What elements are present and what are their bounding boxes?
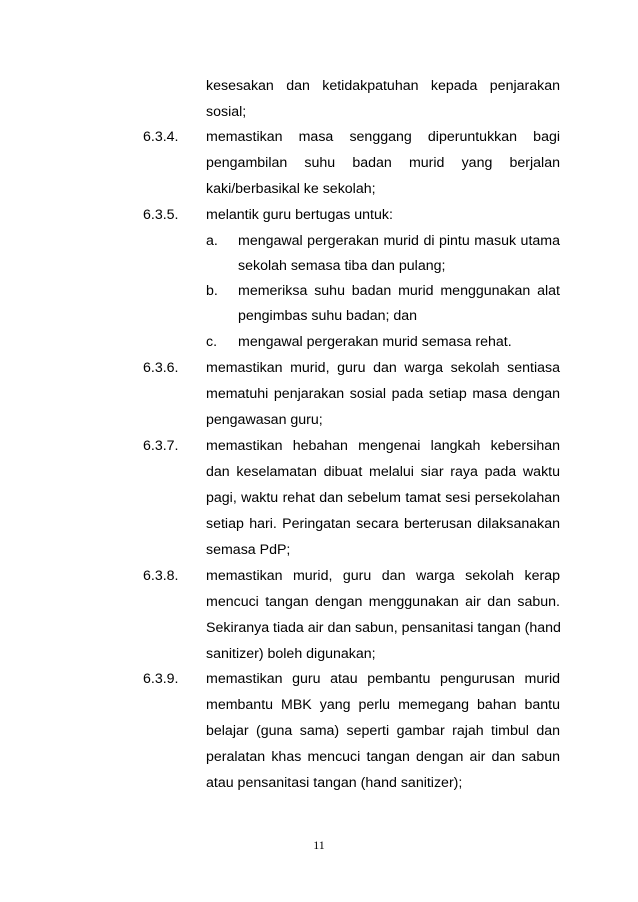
- subitem-letter: b.: [206, 283, 218, 299]
- subitem-letter: c.: [206, 334, 218, 350]
- item-text-line: melantik guru bertugas untuk:: [206, 207, 393, 223]
- subitem-text-line: memeriksa suhu badan murid menggunakan alat: [238, 283, 560, 299]
- item-number: 6.3.8.: [143, 568, 179, 584]
- subitem-letter: a.: [206, 233, 218, 249]
- continuation-line: sosial;: [206, 104, 247, 120]
- item-text-line: memastikan murid, guru dan warga sekolah kerap: [206, 568, 560, 584]
- item-text-line: memastikan masa senggang diperuntukkan bagi: [206, 129, 560, 145]
- item-number: 6.3.9.: [143, 671, 179, 687]
- item-text-line: memastikan guru atau pembantu pengurusan murid: [206, 671, 560, 687]
- item-text-line: Sekiranya tiada air dan sabun, pensanitasi tangan (hand: [206, 620, 561, 636]
- item-text-line: membantu MBK yang perlu memegang bahan bantu: [206, 697, 560, 713]
- continuation-line: kesesakan dan ketidakpatuhan kepada penjarakan: [206, 78, 560, 94]
- item-text-line: kaki/berbasikal ke sekolah;: [206, 181, 376, 197]
- item-number: 6.3.4.: [143, 129, 179, 145]
- item-text-line: pengambilan suhu badan murid yang berjalan: [206, 155, 560, 171]
- item-text-line: mencuci tangan dengan menggunakan air dan sabun.: [206, 594, 560, 610]
- subitem-text-line: mengawal pergerakan murid semasa rehat.: [238, 334, 512, 350]
- item-text-line: sanitizer) boleh digunakan;: [206, 646, 376, 662]
- item-text-line: dan keselamatan dibuat melalui siar raya pada waktu: [206, 464, 560, 480]
- page-number: 11: [313, 838, 325, 852]
- item-text-line: belajar (guna sama) seperti gambar rajah timbul dan: [206, 723, 560, 739]
- item-number: 6.3.7.: [143, 438, 179, 454]
- item-text-line: pengawasan guru;: [206, 412, 323, 428]
- item-text-line: memastikan murid, guru dan warga sekolah sentiasa: [206, 360, 560, 376]
- item-number: 6.3.6.: [143, 360, 179, 376]
- item-number: 6.3.5.: [143, 207, 179, 223]
- subitem-text-line: sekolah semasa tiba dan pulang;: [238, 258, 446, 274]
- item-text-line: peralatan khas mencuci tangan dengan air dan sabun: [206, 749, 560, 765]
- item-text-line: atau pensanitasi tangan (hand sanitizer);: [206, 775, 463, 791]
- subitem-text-line: pengimbas suhu badan; dan: [238, 308, 418, 324]
- item-text-line: semasa PdP;: [206, 542, 291, 558]
- subitem-text-line: mengawal pergerakan murid di pintu masuk utama: [238, 233, 560, 249]
- item-text-line: setiap hari. Peringatan secara berterusan dilaksanakan: [206, 516, 560, 532]
- item-text-line: mematuhi penjarakan sosial pada setiap masa dengan: [206, 386, 560, 402]
- item-text-line: memastikan hebahan mengenai langkah kebersihan: [206, 438, 560, 454]
- item-text-line: pagi, waktu rehat dan sebelum tamat sesi persekolahan: [206, 490, 560, 506]
